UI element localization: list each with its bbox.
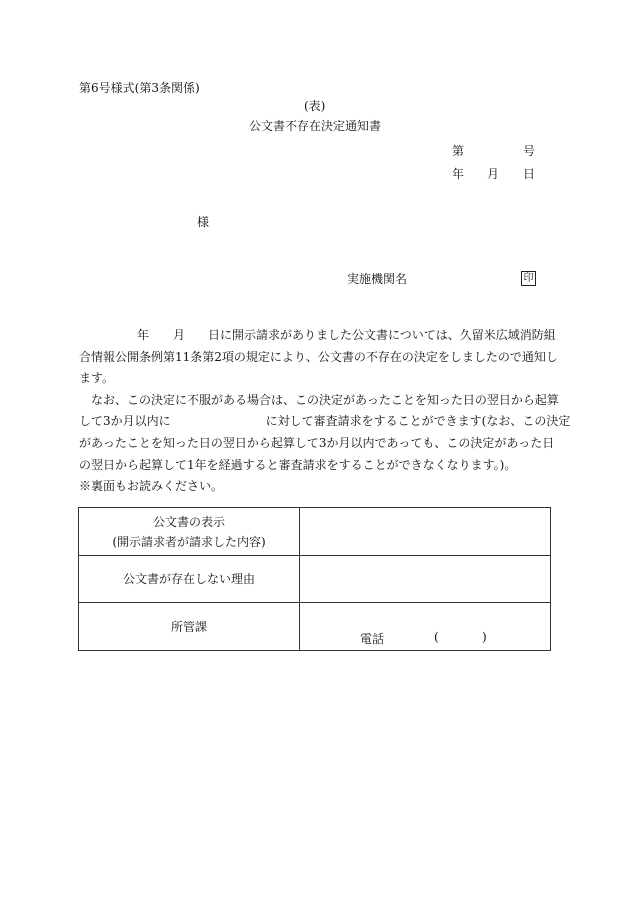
number-prefix: 第: [452, 144, 465, 158]
body-line-2: 合情報公開条例第11条第2項の規定により、公文書の不存在の決定をしましたので通知し: [79, 349, 558, 364]
phone-label: 電話: [360, 632, 385, 646]
table-row: [79, 603, 551, 651]
phone-paren-close: ): [482, 630, 487, 644]
table-row: [79, 556, 551, 603]
body-line-1-text: 日に開示請求がありました公文書については、久留米広域消防組: [208, 328, 556, 342]
info-table: [78, 507, 551, 651]
table-row: [79, 508, 551, 556]
body-year-label: 年: [137, 328, 150, 342]
body-line-1: [79, 325, 556, 347]
document-display-label-line-2: (開示請求者が請求した内容): [112, 534, 266, 549]
body-line-5-text: に対して審査請求をすることができます(なお、この決定: [265, 414, 571, 429]
body-month-label: 月: [173, 328, 186, 342]
reverse-note: ※裏面もお読みください。: [79, 479, 224, 494]
body-line-6: があったことを知った日の翌日から起算して3か月以内であっても、この決定があった日: [79, 435, 555, 450]
side-label: (表): [304, 99, 326, 113]
date-day-label: 日: [523, 167, 536, 181]
number-suffix: 号: [523, 144, 536, 158]
document-display-label-line-1: 公文書の表示: [152, 514, 225, 529]
phone-paren-open: (: [434, 630, 439, 644]
date-year-label: 年: [452, 167, 465, 181]
phone-area: [300, 603, 550, 650]
document-display-field[interactable]: [300, 508, 551, 556]
form-number: 第6号様式(第3条関係): [79, 81, 200, 95]
nonexistence-reason-label: 公文書が存在しない理由: [79, 556, 300, 603]
body-line-7: の翌日から起算して1年を経過すると審査請求をすることができなくなります。)。: [79, 457, 517, 472]
body-line-5: [79, 411, 571, 433]
body-line-5-start: して3か月以内に: [79, 414, 171, 429]
addressee-honorific: 様: [197, 215, 210, 229]
document-display-label: [79, 508, 300, 556]
body-line-4: [79, 390, 559, 412]
document-title: 公文書不存在決定通知書: [249, 119, 382, 133]
department-field[interactable]: [300, 603, 551, 651]
body-line-4-text: なお、この決定に不服がある場合は、この決定があったことを知った日の翌日から起算: [91, 392, 559, 407]
nonexistence-reason-field[interactable]: [300, 556, 551, 603]
date-month-label: 月: [487, 167, 500, 181]
department-label: 所管課: [79, 603, 300, 651]
agency-label: 実施機関名: [347, 272, 408, 286]
body-line-3: ます。: [79, 371, 115, 386]
notice-body: [79, 325, 571, 498]
seal-mark: 印: [521, 271, 536, 286]
